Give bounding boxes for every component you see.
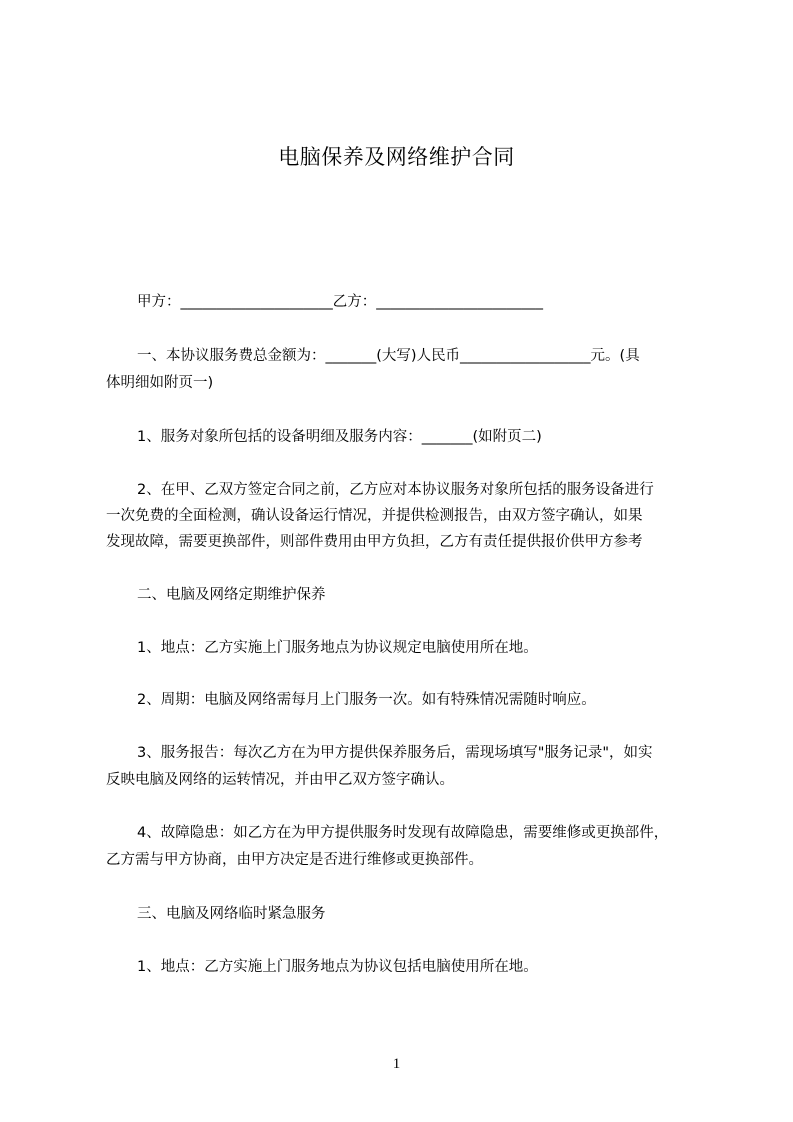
section-2-item-3-line-2: 反映电脑及网络的运转情况，并由甲乙双方签字确认。 [106, 772, 454, 788]
section-2-item-4-line-2: 乙方需与甲方协商，由甲方决定是否进行维修或更换部件。 [106, 852, 483, 868]
document-title: 电脑保养及网络维护合同 [278, 145, 515, 169]
clause-1-line-1: 一、本协议服务费总金额为：_______(大写)人民币__________________元。(具 [137, 348, 640, 364]
clause-1-2-line-3: 发现故障，需要更换部件，则部件费用由甲方负担，乙方有责任提供报价供甲方参考 [106, 534, 643, 550]
clause-1-2-line-2: 一次免费的全面检测，确认设备运行情况，并提供检测报告，由双方签字确认，如果 [106, 508, 643, 524]
section-2-item-4-line-1: 4、故障隐患：如乙方在为甲方提供服务时发现有故障隐患，需要维修或更换部件， [137, 825, 669, 841]
page-number: 1 [392, 1056, 401, 1072]
section-2-item-2: 2、周期：电脑及网络需每月上门服务一次。如有特殊情况需随时响应。 [137, 692, 596, 708]
parties-line: 甲方：_____________________乙方：_______________________ [137, 294, 543, 310]
clause-1-1: 1、服务对象所包括的设备明细及服务内容：_______(如附页二) [137, 429, 542, 445]
section-2-heading: 二、电脑及网络定期维护保养 [137, 587, 326, 603]
section-2-item-3-line-1: 3、服务报告：每次乙方在为甲方提供保养服务后，需现场填写"服务记录"，如实 [137, 745, 653, 761]
section-3-heading: 三、电脑及网络临时紧急服务 [137, 906, 326, 922]
clause-1-2-line-1: 2、在甲、乙双方签定合同之前，乙方应对本协议服务对象所包括的服务设备进行 [137, 482, 654, 498]
section-3-item-1: 1、地点：乙方实施上门服务地点为协议包括电脑使用所在地。 [137, 959, 538, 975]
clause-1-line-2: 体明细如附页一) [106, 375, 214, 391]
section-2-item-1: 1、地点：乙方实施上门服务地点为协议规定电脑使用所在地。 [137, 640, 538, 656]
